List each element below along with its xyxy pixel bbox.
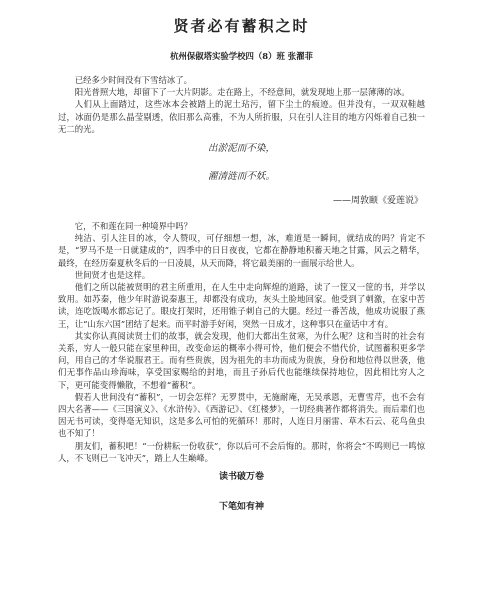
paragraph: 阳光普照大地，却留下了一大片阴影。走在路上，不经意间，就发现地上那一层薄薄的冰。: [74, 87, 410, 98]
paragraph: 假若人世间没有“蓄积”，一切会怎样？无罗贯中，无施耐庵，无吴承恩，无曹雪芹，也不会有四大名著——《三国演义》、《水浒传》、《西游记》、《红楼梦》，一切经典著作都将消失。而后辈们也因无书可读，变得毫无知识，这是多么可怕的死循环！那时，人连日月丽雷、草木石云、花鸟鱼虫也不知了！: [58, 391, 425, 439]
author-line: 杭州保俶塔实验学校四（8）班 张濯菲: [170, 51, 313, 61]
closing-heading: 读书破万卷: [218, 472, 264, 483]
paragraph: 他们之所以能被贤明的君主所重用，在人生中走向辉煌的道路，读了一筐又一筐的书，并学以致用。如苏秦，他少年时游说秦惠王，却都没有成功，灰头土脸地回家。他受到了刺激，在家中苦读，连吃饭喝水都忘记了。眼皮打架时，还用锥子刺自己的大腿。经过一番苦战，他成功说服了燕王，让“山东六国”团结了起来。而平时游手好闲，突然一日成才，这种事只在童话中才有。: [58, 282, 425, 329]
paragraph: 它，不和莲在同一种境界中吗？: [74, 221, 193, 232]
page-title: 贤者必有蓄积之时: [173, 17, 310, 35]
paragraph: 朋友们，蓄积吧！“一份耕耘一份收获”，你以后可不会后悔的。那时，你将会“不鸣则已一鸣惊人，不飞则已一飞冲天”，踏上人生巅峰。: [58, 440, 425, 463]
paragraph: 世间贤才也是这样。: [74, 269, 151, 280]
paragraph: 纯洁、引人注目的冰，令人赞叹，可仔细想一想，冰，难道是一瞬间，就结成的吗？肯定不是，“罗马不是一日就建成的”，四季中的日日夜夜，它都在静静地积蓄天地之甘露，风云之精华，最终，在经历秦夏秋冬后的一日凌晨，从天而降，将它最美丽的一面展示给世人。: [58, 233, 425, 268]
paragraph: 已经多少时间没有下雪结冰了。: [74, 75, 193, 85]
essay-body: [58, 74, 425, 514]
paragraph: 其实你认真阅读贤士们的故事，就会发现，他们大都出生贫寒，为什么呢？这和当时的社会有关系，穷人一般只能在家里种田，改变命运的概率小得可怜，他们便会不惜代价，试图蓄积更多学问，用自己的才华说服君王。而有些贵族，因为祖先的丰功而成为贵族，身份和地位得以世袭，他们无事作品山珍海味，享受国家赐给的封地，而且子孙后代也能继续保持地位，因此相比穷人之下，更可能变得懒散，不想着“蓄积”。: [58, 330, 425, 390]
poem-line: 濯清涟而不妖。: [207, 171, 276, 183]
closing-heading: 下笔如有神: [218, 502, 264, 513]
poem-credit: ——周敦颐《爱莲说》: [332, 196, 423, 207]
paragraph: 人们从上面踏过，这些冰本会被踏上的泥土玷污，留下尘土的痕迹。但并没有，一双双鞋越过，冰面仍是那么晶莹剔透，依旧那么高雅，不为人所折服，只在引人注目的地方闪烁着自己独一无二的光。: [58, 99, 425, 134]
poem-line: 出淤泥而不染，: [207, 143, 276, 155]
